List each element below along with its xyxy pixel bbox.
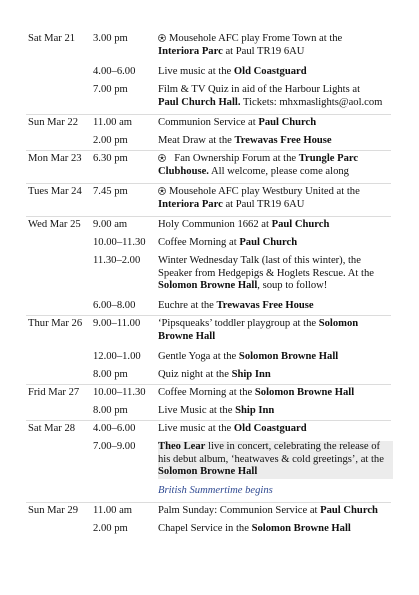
event-line [158,505,393,518]
event-line [158,280,393,293]
venue-name: Solomon Browne Hall [158,280,258,292]
event-description [158,255,393,293]
event-time: 10.00–11.30 [93,237,146,248]
event-line [158,318,393,331]
event-time: 7.00 pm [93,84,128,95]
event-line [158,405,393,418]
event-line [158,523,393,536]
event-description [158,387,393,400]
event-time: 6.00–8.00 [93,300,136,311]
event-description [158,219,393,232]
event-line [158,84,393,97]
venue-name: Solomon [318,318,359,329]
event-description [158,237,393,250]
event-time: 9.00–11.00 [93,318,141,329]
event-line [158,466,393,479]
event-line [158,237,393,250]
event-time: 11.00 am [93,117,133,128]
event-description [158,405,393,418]
event-note: British Summertime begins [158,484,273,496]
event-time: 10.00–11.30 [93,387,146,398]
venue-name: Ship Inn [231,369,271,380]
event-text: Communion Service at [158,117,259,128]
event-text: Live music at the [158,66,234,77]
venue-name: Browne Hall [158,330,216,342]
event-description [158,351,393,364]
event-text: , soup to follow! [257,280,328,292]
event-line [158,46,393,59]
event-description [158,84,393,109]
event-time: 2.00 pm [93,135,128,146]
event-date: Mon Mar 23 [28,153,82,164]
event-text: Live music at the [158,423,234,434]
venue-name: Paul Church Hall. [158,96,241,108]
event-text: Tickets: mhxmaslights@aol.com [240,96,383,108]
venue-name: Paul Church [271,219,330,230]
event-description [158,523,393,536]
event-time: 7.45 pm [93,186,128,197]
event-description [158,117,393,130]
day-divider [26,315,391,316]
event-line [158,153,393,166]
event-text: Mousehole AFC play Westbury United at the [169,186,360,197]
event-time: 9.00 am [93,219,128,230]
venue-name: Paul Church [258,117,317,128]
day-divider [26,420,391,421]
event-text: Quiz night at the [158,369,232,380]
event-date: Sun Mar 22 [28,117,79,128]
event-time: 12.00–1.00 [93,351,141,362]
event-text: Film & TV Quiz in aid of the Harbour Lights at [158,84,361,95]
venue-name: Ship Inn [235,405,275,416]
venue-name: Solomon Browne Hall [254,387,355,398]
event-description [158,66,393,79]
venue-name: Paul Church [320,505,378,516]
event-time: 7.00–9.00 [93,441,136,452]
event-line [158,454,393,467]
event-description [158,318,393,343]
event-text: Coffee Morning at the [158,387,255,398]
event-text: Coffee Morning at [158,237,240,248]
event-description [158,423,393,436]
event-time: 8.00 pm [93,369,128,380]
venue-name: Solomon Browne Hall [251,523,351,534]
event-line [158,199,393,212]
event-line [158,441,393,454]
event-time: 11.00 am [93,505,133,516]
event-text: at Paul TR19 6AU [222,198,305,210]
event-description [158,33,393,58]
event-text: Meat Draw at the [158,135,235,146]
event-line [158,423,393,436]
venue-name: Clubhouse. [158,165,209,177]
event-line [158,97,393,110]
venue-name: Solomon Browne Hall [158,466,258,478]
event-time: 4.00–6.00 [93,66,136,77]
event-line [158,268,393,281]
football-icon [158,187,166,195]
event-line [158,66,393,79]
event-time: 4.00–6.00 [93,423,136,434]
event-description [158,135,393,148]
event-time: 8.00 pm [93,405,128,416]
event-text: Euchre at the [158,300,217,311]
event-date: Tues Mar 24 [28,186,82,197]
event-line [158,219,393,232]
event-line [158,255,393,268]
event-text: Gentle Yoga at the [158,351,239,362]
day-divider [26,216,391,217]
day-divider [26,150,391,151]
event-date: Sat Mar 28 [28,423,76,434]
event-date: Frid Mar 27 [28,387,80,398]
venue-name: Interiora Parc [158,198,223,210]
event-text: All welcome, please come along [208,165,349,177]
venue-name: Old Coastguard [233,423,307,434]
event-time: 2.00 pm [93,523,128,534]
event-text: Live Music at the [158,405,236,416]
event-time: 11.30–2.00 [93,255,141,266]
event-line [158,33,393,46]
venue-name: Trungle Parc [298,153,359,164]
day-divider [26,183,391,184]
event-text: Winter Wednesday Talk (last of this winter), the [158,255,361,266]
event-description [158,300,393,313]
event-description [158,153,393,178]
event-date: Wed Mar 25 [28,219,81,230]
event-text: ‘Pipsqueaks’ toddler playgroup at the [158,318,319,329]
venue-name: Theo Lear [158,441,206,452]
event-line [158,166,393,179]
football-icon [158,34,166,42]
event-text: Fan Ownership Forum at the [169,153,299,164]
event-date: Thur Mar 26 [28,318,83,329]
day-divider [26,502,391,503]
event-time: 6.30 pm [93,153,128,164]
day-divider [26,114,391,115]
venue-name: Paul Church [239,237,298,248]
event-time: 3.00 pm [93,33,128,44]
event-text: live in concert, celebrating the release of [205,441,381,452]
event-line [158,387,393,400]
event-line [158,351,393,364]
event-date: Sat Mar 21 [28,33,76,44]
event-text: his debut album, ‘heatwaves & cold greetings’, at the [158,453,384,465]
event-line [158,186,393,199]
event-line [158,331,393,344]
venue-name: Old Coastguard [233,66,307,77]
venue-name: Interiora Parc [158,45,223,57]
event-line [158,117,393,130]
event-text: at Paul TR19 6AU [222,45,305,57]
event-description [158,505,393,518]
venue-name: Trewavas Free House [216,300,314,311]
event-description [158,369,393,382]
event-line [158,300,393,313]
event-description [158,441,393,497]
event-description [158,186,393,211]
football-icon [158,154,166,162]
day-divider [26,384,391,385]
event-line [158,369,393,382]
event-date: Sun Mar 29 [28,505,79,516]
venue-name: Solomon Browne Hall [238,351,339,362]
event-text: Holy Communion 1662 at [158,219,272,230]
event-line [158,135,393,148]
event-text: Mousehole AFC play Frome Town at the [169,33,343,44]
venue-name: Trewavas Free House [234,135,332,146]
event-text: Chapel Service in the [158,523,252,534]
event-text: Palm Sunday: Communion Service at [158,505,321,516]
event-text: Speaker from Hedgepigs & Hoglets Rescue. At the [158,267,374,279]
